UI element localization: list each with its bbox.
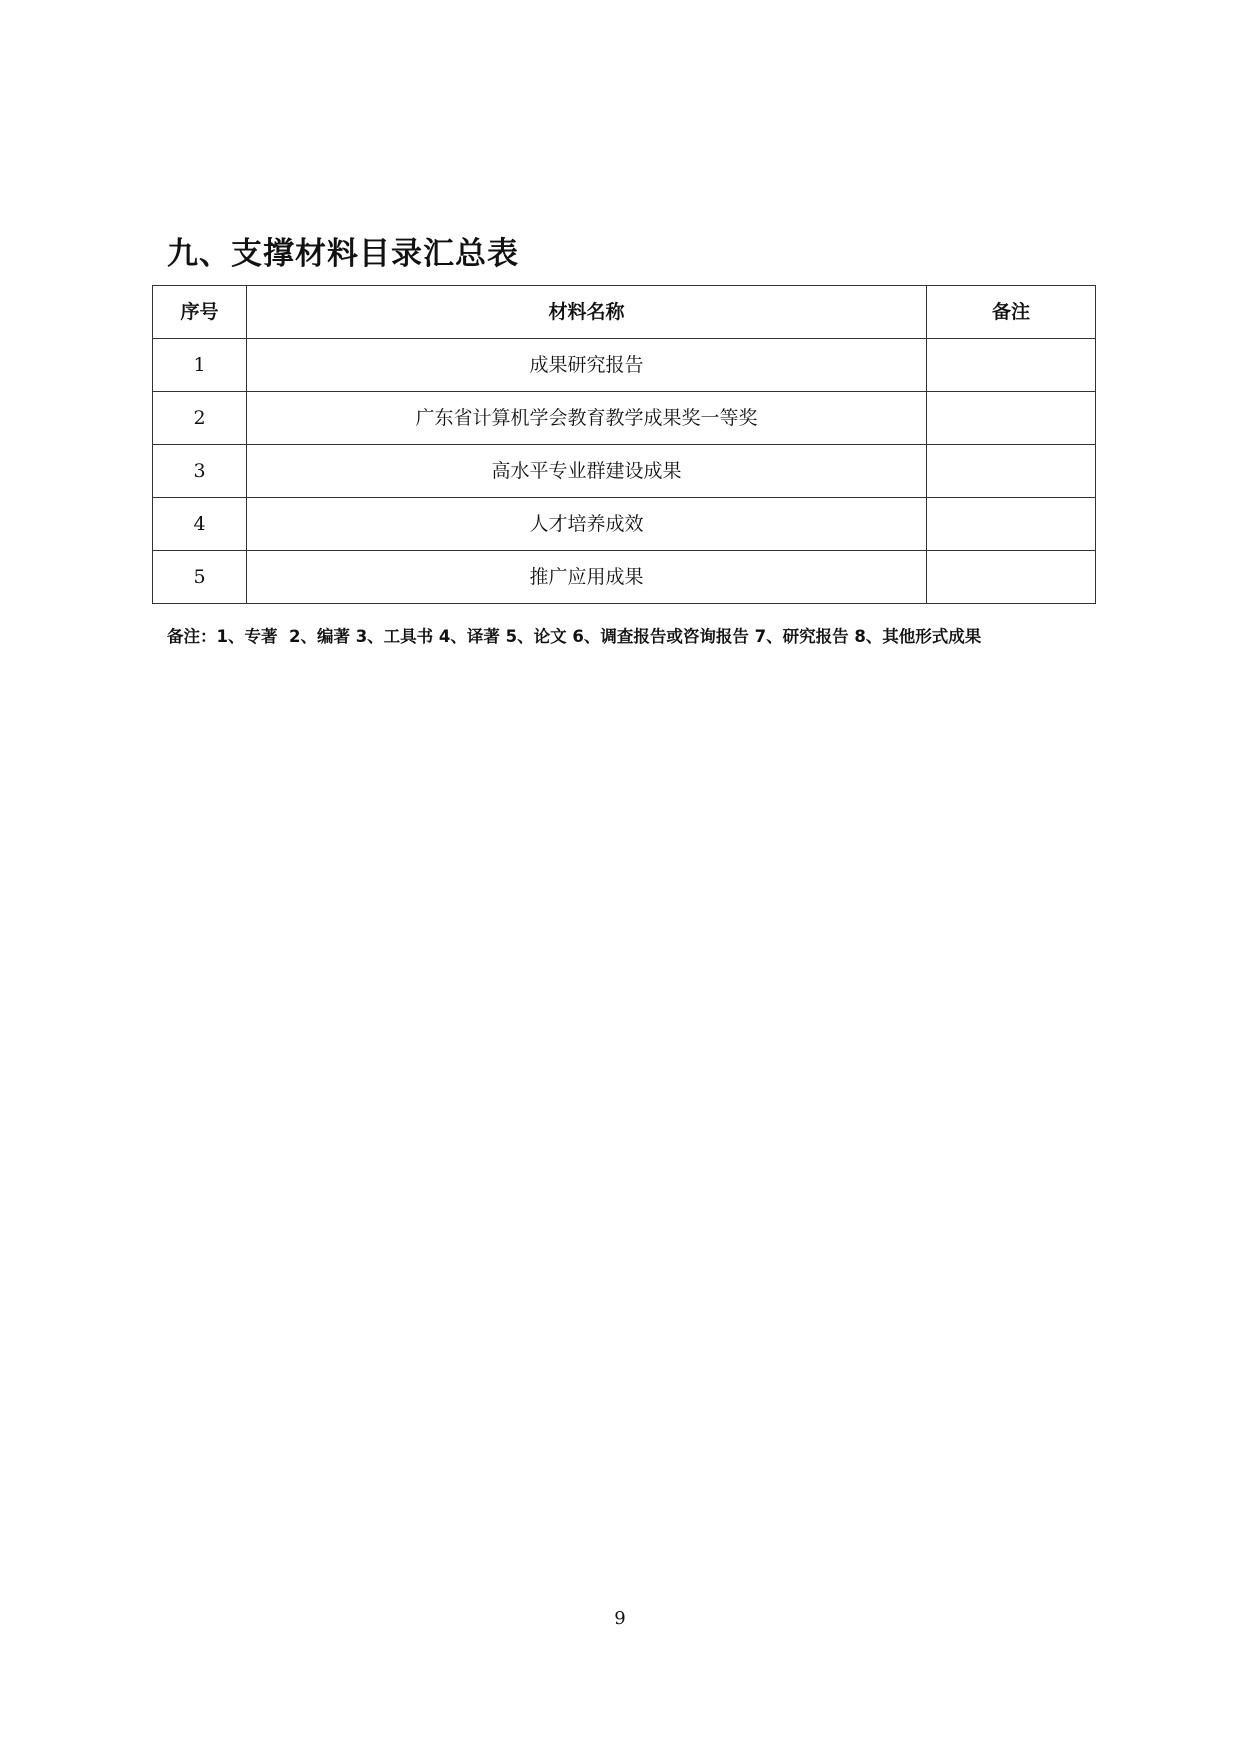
cell-name: 广东省计算机学会教育教学成果奖一等奖 bbox=[247, 392, 927, 445]
table-row bbox=[153, 339, 1096, 392]
footnote: 备注：1、专著 2、编著 3、工具书 4、译著 5、论文 6、调查报告或咨询报告 7、研究报告 8、其他形式成果 bbox=[167, 627, 982, 646]
cell-note bbox=[927, 445, 1096, 498]
header-note: 备注 bbox=[927, 286, 1096, 339]
table-header-row bbox=[153, 286, 1096, 339]
cell-name: 高水平专业群建设成果 bbox=[247, 445, 927, 498]
cell-seq: 3 bbox=[153, 445, 247, 498]
cell-name: 推广应用成果 bbox=[247, 551, 927, 604]
header-name: 材料名称 bbox=[247, 286, 927, 339]
table-row bbox=[153, 498, 1096, 551]
table-row bbox=[153, 392, 1096, 445]
table-row bbox=[153, 551, 1096, 604]
cell-note bbox=[927, 551, 1096, 604]
cell-note bbox=[927, 498, 1096, 551]
section-title: 九、支撑材料目录汇总表 bbox=[167, 236, 519, 272]
cell-name: 人才培养成效 bbox=[247, 498, 927, 551]
cell-name: 成果研究报告 bbox=[247, 339, 927, 392]
cell-seq: 1 bbox=[153, 339, 247, 392]
cell-seq: 4 bbox=[153, 498, 247, 551]
cell-note bbox=[927, 339, 1096, 392]
page-number: 9 bbox=[614, 1608, 626, 1629]
cell-note bbox=[927, 392, 1096, 445]
materials-table bbox=[152, 285, 1096, 604]
cell-seq: 2 bbox=[153, 392, 247, 445]
cell-seq: 5 bbox=[153, 551, 247, 604]
header-seq: 序号 bbox=[153, 286, 247, 339]
table-row bbox=[153, 445, 1096, 498]
